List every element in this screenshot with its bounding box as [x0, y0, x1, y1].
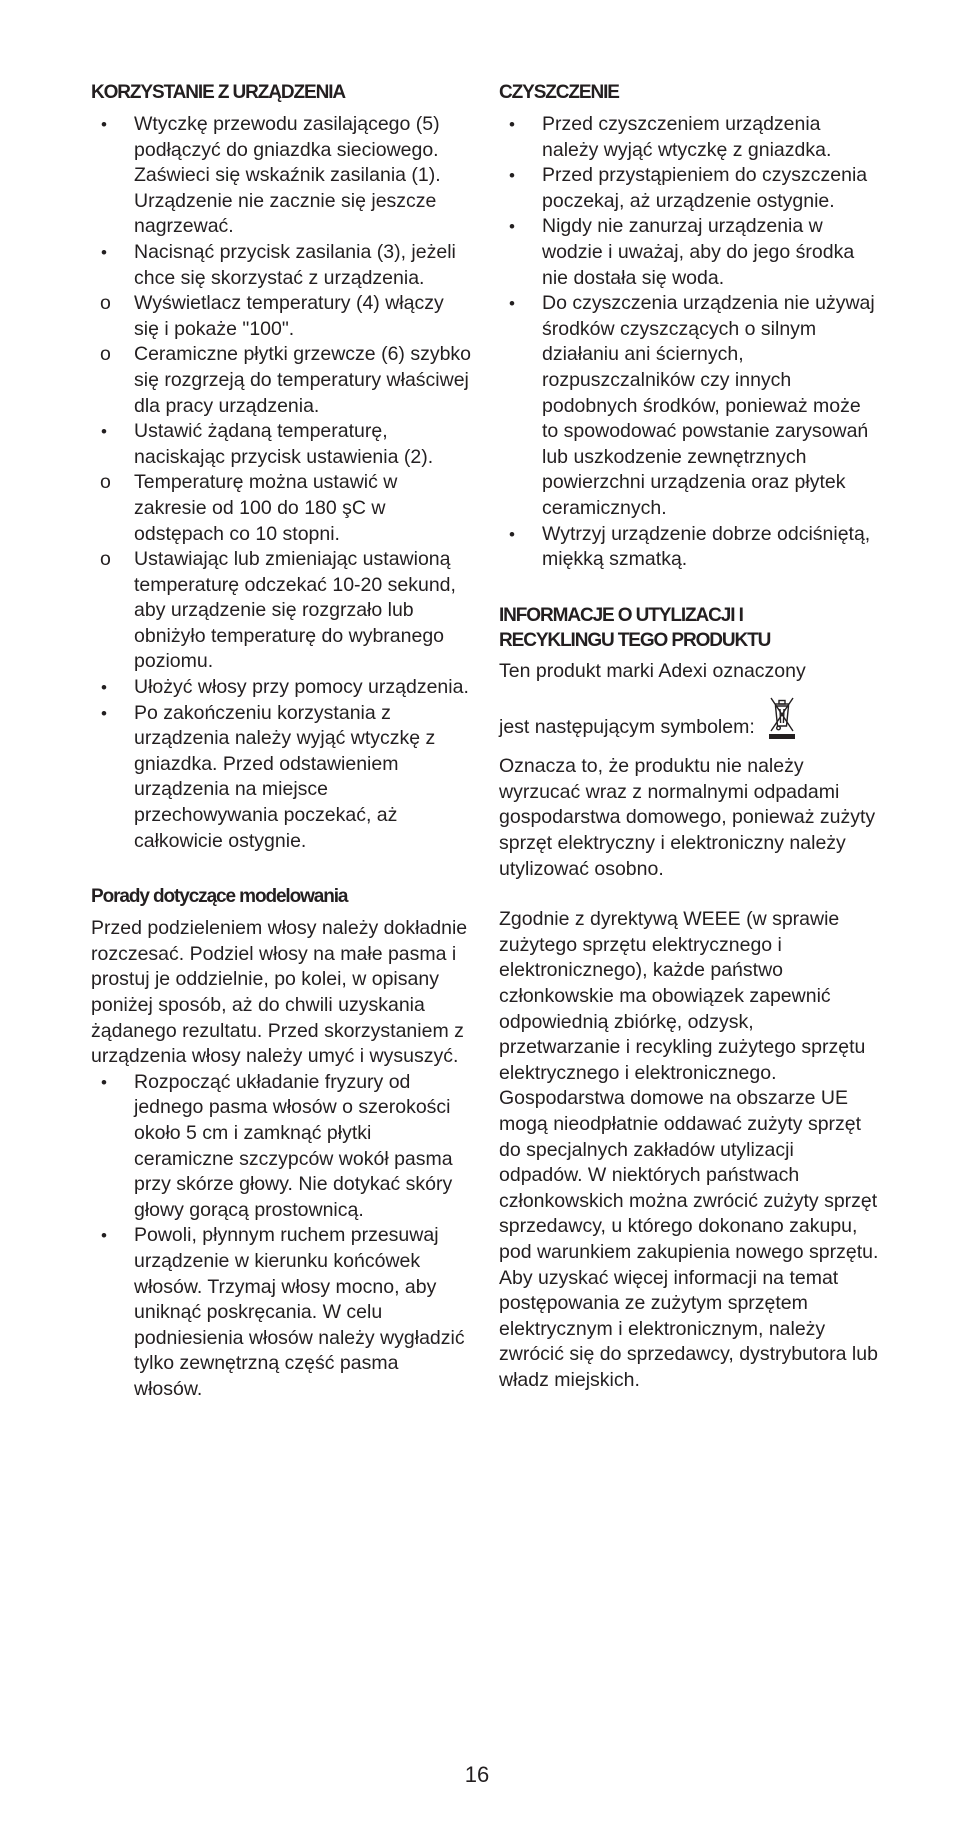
recycling-heading [499, 603, 879, 653]
list-item-text: Ceramiczne płytki grzewcze (6) szybko się rozgrzeją do temperatury właściwej dla pracy urządzenia. [134, 343, 472, 417]
list-item [91, 701, 471, 855]
left-column [91, 80, 471, 1403]
usage-heading: KORZYSTANIE Z URZĄDZENIA [91, 82, 346, 103]
list-item-text: Wytrzyj urządzenie dobrze odciśniętą, miękką szmatką. [542, 522, 871, 571]
list-item [499, 163, 879, 214]
recycling-line1: Ten produkt marki Adexi oznaczony [499, 659, 806, 682]
styling-heading: Porady dotyczące modelowania [91, 886, 348, 908]
bullet-marker: • [509, 217, 515, 237]
list-item [91, 291, 471, 342]
list-item-text: Do czyszczenia urządzenia nie używaj środków czyszczących o silnym działaniu ani ściernych, rozpuszczalników czy innych podobnych środków, ponieważ może to spowodować powstanie zarysowań lub uszkodzenie zewnętrznych powierzchni urządzenia oraz płytek ceramicznych. [542, 292, 875, 519]
list-item [91, 1070, 471, 1224]
page-number: 16 [464, 1762, 490, 1787]
bullet-marker: • [509, 294, 515, 314]
list-item [91, 240, 471, 291]
recycling-heading-line2: RECYKLINGU TEGO PRODUKTU [499, 629, 771, 651]
list-item-text: Po zakończeniu korzystania z urządzenia należy wyjąć wtyczkę z gniazdka. Przed odstawieniem urządzenia na miejsce przechowywania poczekać, aż całkowicie ostygnie. [134, 701, 436, 852]
right-column [499, 80, 879, 1394]
bullet-marker: • [101, 1226, 107, 1246]
list-item [499, 522, 879, 573]
bullet-marker: • [101, 115, 107, 134]
bullet-marker: • [101, 678, 107, 698]
list-item [499, 112, 879, 163]
recycling-para1: Oznacza to, że produktu nie należy wyrzucać wraz z normalnymi odpadami gospodarstwa domowego, ponieważ zużyty sprzęt elektryczny i elektroniczny należy utylizować osobno. [499, 755, 876, 880]
list-item [499, 291, 879, 521]
usage-list [91, 112, 471, 854]
list-item [499, 214, 879, 291]
list-item-text: Ustawić żądaną temperaturę, naciskając przycisk ustawienia (2). [134, 420, 434, 468]
recycling-heading-line1: INFORMACJE O UTYLIZACJI I [499, 604, 743, 626]
list-item-text: Nacisnąć przycisk zasilania (3), jeżeli chce się skorzystać z urządzenia. [134, 240, 456, 289]
list-item-text: Ustawiając lub zmieniając ustawioną temperaturę odczekać 10-20 sekund, aby urządzenie się rozgrzało lub obniżyło temperaturę do wybranego poziomu. [134, 548, 456, 673]
cleaning-list [499, 112, 879, 573]
bullet-marker: • [101, 422, 107, 442]
list-item-text: Temperaturę można ustawić w zakresie od 100 do 180 şC w odstępach co 10 stopni. [134, 471, 398, 545]
list-item [91, 675, 471, 701]
bullet-marker: • [509, 524, 515, 544]
list-item-text: Powoli, płynnym ruchem przesuwaj urządzenie w kierunku końcówek włosów. Trzymaj włosy mocno, aby uniknąć poskręcania. W celu podniesienia włosów należy wygładzić tylko zewnętrzną część pasma włosów. [134, 1224, 465, 1400]
crossed-out-wheelie-bin-icon [767, 696, 797, 740]
recycling-line2: jest następującym symbolem: [499, 715, 755, 738]
styling-intro: Przed podzieleniem włosy należy dokładnie rozczesać. Podziel włosy na małe pasma i prostuj je oddzielnie, po kolei, w opisany poniżej sposób, aż do chwili uzyskania żądanego rezultatu. Przed skorzystaniem z urządzenia włosy należy umyć i wysuszyć. [91, 917, 468, 1068]
weee-symbol-row [499, 696, 879, 740]
bullet-marker: • [101, 703, 107, 723]
sub-item-marker: o [100, 292, 111, 315]
list-item [91, 419, 471, 470]
styling-list [91, 1070, 471, 1403]
list-item-text: Wyświetlacz temperatury (4) włączy się i pokaże "100". [134, 292, 444, 340]
list-item [91, 112, 471, 240]
list-item [91, 342, 471, 419]
sub-item-marker: o [100, 548, 111, 571]
recycling-para2: Zgodnie z dyrektywą WEEE (w sprawie zużytego sprzętu elektrycznego i elektronicznego), każde państwo członkowskie ma obowiązek zapewnić odpowiednią zbiórkę, odzysk, przetwarzanie i recykling zużytego sprzętu elektrycznego i elektronicznego. Gospodarstwa domowe na obszarze UE mogą nieodpłatnie oddawać zużyty sprzęt do specjalnych zakładów utylizacji odpadów. W niektórych państwach członkowskich można zwrócić zużyty sprzęt sprzedawcy, u którego dokonano zakupu, pod warunkiem zakupienia nowego sprzętu. Aby uzyskać więcej informacji na temat postępowania ze zużytym sprzętem elektrycznym i elektronicznym, należy zwrócić się do sprzedawcy, dystrybutora lub władz miejskich. [499, 908, 879, 1391]
bullet-marker: • [509, 166, 515, 186]
list-item [91, 1223, 471, 1402]
list-item-text: Nigdy nie zanurzaj urządzenia w wodzie i uważaj, aby do jego środka nie dostała się woda. [542, 215, 855, 289]
bullet-marker: • [101, 1072, 107, 1092]
list-item-text: Przed czyszczeniem urządzenia należy wyjąć wtyczkę z gniazdka. [542, 113, 832, 161]
list-item [91, 470, 471, 547]
bullet-marker: • [101, 242, 107, 262]
list-item-text: Ułożyć włosy przy pomocy urządzenia. [134, 676, 469, 699]
bullet-marker: • [509, 115, 515, 134]
sub-item-marker: o [100, 343, 111, 366]
list-item-text: Wtyczkę przewodu zasilającego (5) podłączyć do gniazdka sieciowego. Zaświeci się wskaźnik zasilania (1). Urządzenie nie zacznie się jeszcze nagrzewać. [134, 113, 441, 238]
sub-item-marker: o [100, 471, 111, 494]
list-item-text: Rozpocząć układanie fryzury od jednego pasma włosów o szerokości około 5 cm i zamknąć płytki ceramiczne szczypców wokół pasma przy skórze głowy. Nie dotykać skóry głowy gorącą prostownicą. [134, 1070, 453, 1221]
cleaning-heading: CZYSZCZENIE [499, 82, 619, 103]
list-item [91, 547, 471, 675]
list-item-text: Przed przystąpieniem do czyszczenia poczekaj, aż urządzenie ostygnie. [542, 164, 868, 212]
